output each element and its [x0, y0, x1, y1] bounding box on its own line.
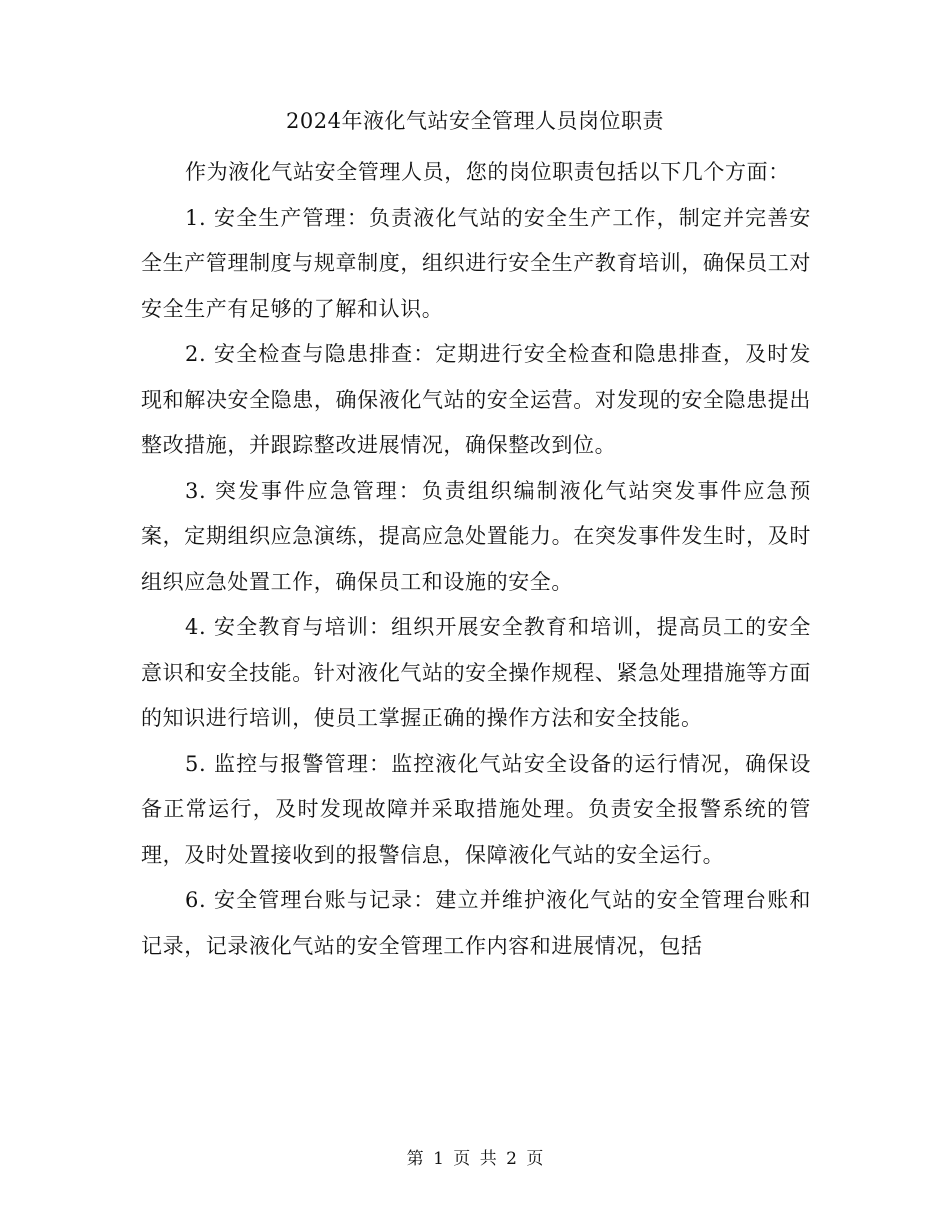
page-number-footer: 第 1 页 共 2 页 [406, 1149, 544, 1169]
duty-item-6: 6. 安全管理台账与记录：建立并维护液化气站的安全管理台账和记录，记录液化气站的安全管理工作内容和进展情况，包括 [141, 888, 811, 958]
duty-item-3: 3. 突发事件应急管理：负责组织编制液化气站突发事件应急预案，定期组织应急演练，提高应急处置能力。在突发事件发生时，及时组织应急处置工作，确保员工和设施的安全。 [141, 478, 811, 594]
duty-item-4: 4. 安全教育与培训：组织开展安全教育和培训，提高员工的安全意识和安全技能。针对液化气站的安全操作规程、紧急处理措施等方面的知识进行培训，使员工掌握正确的操作方法和安全技能。 [141, 615, 811, 730]
document-title: 2024年液化气站安全管理人员岗位职责 [286, 109, 664, 133]
duty-item-1: 1. 安全生产管理：负责液化气站的安全生产工作，制定并完善安全生产管理制度与规章制度，组织进行安全生产教育培训，确保员工对安全生产有足够的了解和认识。 [141, 205, 811, 321]
duty-item-2: 2. 安全检查与隐患排查：定期进行安全检查和隐患排查，及时发现和解决安全隐患，确保液化气站的安全运营。对发现的安全隐患提出整改措施，并跟踪整改进展情况，确保整改到位。 [141, 342, 811, 457]
intro-paragraph: 作为液化气站安全管理人员，您的岗位职责包括以下几个方面： [185, 160, 790, 184]
document-body [141, 150, 811, 969]
duty-item-5: 5. 监控与报警管理：监控液化气站安全设备的运行情况，确保设备正常运行，及时发现故障并采取措施处理。负责安全报警系统的管理，及时处置接收到的报警信息，保障液化气站的安全运行。 [141, 751, 811, 867]
